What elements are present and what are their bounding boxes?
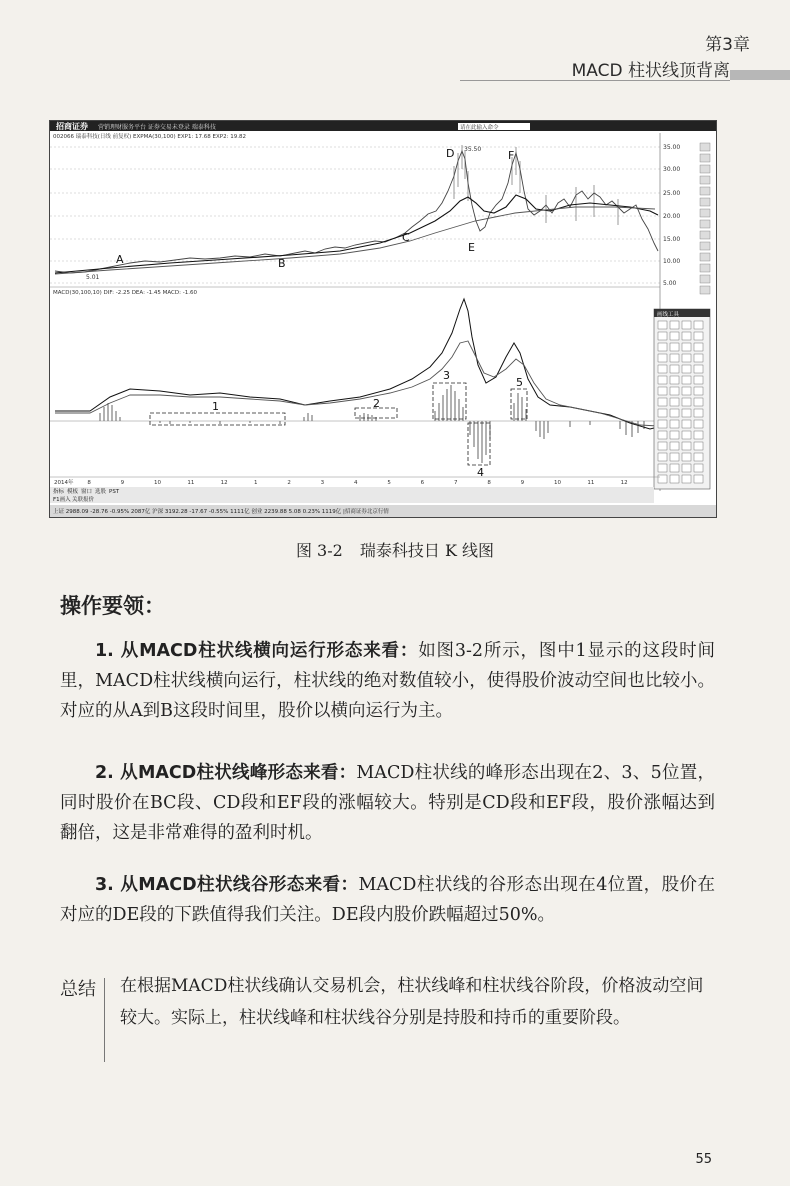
drawing-tool-icon[interactable] [658, 321, 667, 329]
drawing-tool-icon[interactable] [682, 420, 691, 428]
month-label: 5 [387, 480, 391, 486]
svg-text:20.00: 20.00 [663, 213, 681, 220]
figure-title: 瑞泰科技日 K 线图 [359, 541, 495, 560]
candle-wicks [454, 145, 618, 225]
drawing-tool-icon[interactable] [670, 321, 679, 329]
svg-text:指标: 指标 [53, 489, 65, 495]
drawing-tool-icon[interactable] [682, 343, 691, 351]
drawing-tool-icon[interactable] [658, 332, 667, 340]
summary-label: 总结 [60, 979, 96, 1000]
drawing-tool-icon[interactable] [682, 453, 691, 461]
svg-text:35.00: 35.00 [663, 144, 681, 151]
month-label: 2 [287, 480, 291, 486]
side-toolbar [700, 143, 710, 294]
price-axis-labels [663, 144, 680, 287]
svg-text:F: F [508, 149, 515, 162]
drawing-tool-icon[interactable] [682, 442, 691, 450]
svg-text:E: E [468, 241, 475, 254]
summary-divider [104, 978, 105, 1062]
svg-text:B: B [278, 257, 286, 270]
svg-text:F1画入: F1画入 [53, 497, 71, 503]
drawing-tool-icon[interactable] [682, 365, 691, 373]
drawing-tool-icon[interactable] [658, 453, 667, 461]
price-candles [55, 151, 658, 273]
drawing-tool-icon[interactable] [682, 321, 691, 329]
drawing-tool-icon[interactable] [694, 409, 703, 417]
drawing-tool-icon[interactable] [694, 398, 703, 406]
drawing-tool-icon[interactable] [694, 475, 703, 483]
paragraph-2-lead: 2. 从MACD柱状线峰形态来看： [95, 763, 357, 783]
paragraph-1-body: 如图3-2所示，图中1显示的这段时间里，MACD柱状线横向运行，柱状线的绝对数值较小，使得股价波动空间也比较小。对应的从A到B这段时间里，股价以横向运行为主。 [60, 641, 715, 721]
drawing-tool-icon[interactable] [682, 409, 691, 417]
paragraph-1-lead: 1. 从MACD柱状线横向运行形态来看： [95, 641, 419, 661]
month-label: 11 [587, 480, 595, 486]
svg-text:2: 2 [373, 397, 380, 410]
svg-text:25.00: 25.00 [663, 190, 681, 197]
drawing-tool-icon[interactable] [658, 409, 667, 417]
drawing-tool-icon[interactable] [670, 343, 679, 351]
drawing-tool-icon[interactable] [694, 464, 703, 472]
svg-text:5.00: 5.00 [663, 280, 677, 287]
drawing-tool-icon[interactable] [658, 431, 667, 439]
svg-text:A: A [116, 253, 124, 266]
month-label: 10 [154, 480, 161, 486]
price-gridlines [50, 147, 660, 283]
drawing-tool-icon[interactable] [658, 365, 667, 373]
drawing-tool-icon[interactable] [694, 387, 703, 395]
drawing-tool-icon[interactable] [682, 464, 691, 472]
month-label: 8 [87, 480, 91, 486]
header-rule [460, 80, 730, 81]
brand-name: 招商证券 [56, 122, 88, 131]
drawing-tool-icon[interactable] [694, 321, 703, 329]
titlebar-menu: 营销理财服务平台 证券交易未登录 瑞泰科技 [98, 124, 216, 131]
status-bar-text: 上证 2988.09 -28.76 -0.95% 2087亿 沪深 3192.28 -17.67 -0.55% 1111亿 创业 2239.88 5.08 0.23% 1119亿 |招商证券北京行情 [53, 509, 389, 515]
drawing-tool-icon[interactable] [670, 365, 679, 373]
paragraph-3-lead: 3. 从MACD柱状线谷形态来看： [95, 875, 359, 895]
drawing-tool-icon[interactable] [682, 332, 691, 340]
drawing-tool-icon[interactable] [694, 420, 703, 428]
svg-text:窗口: 窗口 [81, 489, 93, 495]
drawing-tool-icon[interactable] [694, 332, 703, 340]
paragraph-3-body: MACD柱状线的谷形态出现在4位置，股价在对应的DE段的下跌值得我们关注。DE段内股价跌幅超过50%。 [60, 875, 715, 925]
drawing-tool-icon[interactable] [658, 387, 667, 395]
figure-number: 图 3-2 [295, 541, 343, 560]
paragraph-3 [60, 870, 715, 930]
drawing-tool-icon[interactable] [670, 464, 679, 472]
drawing-tool-icon[interactable] [694, 431, 703, 439]
month-label: 12 [220, 480, 228, 486]
month-axis-labels [54, 478, 628, 486]
section-title: 操作要领： [60, 594, 165, 618]
drawing-tool-icon[interactable] [658, 475, 667, 483]
drawing-tool-icon[interactable] [682, 398, 691, 406]
expma-line-2 [55, 207, 655, 274]
drawing-tool-icon[interactable] [670, 354, 679, 362]
point-labels [116, 147, 514, 270]
svg-text:选股: 选股 [95, 489, 107, 495]
svg-text:关联报价: 关联报价 [72, 497, 95, 503]
drawing-tool-icon[interactable] [658, 442, 667, 450]
svg-text:C: C [402, 231, 410, 244]
drawing-tool-icon[interactable] [682, 475, 691, 483]
command-input-text: 请在此输入命令 [460, 125, 499, 131]
month-label: 6 [420, 480, 425, 486]
drawing-tool-icon[interactable] [694, 442, 703, 450]
chapter-title: MACD 柱状线顶背离 [571, 61, 730, 81]
month-label: 9 [520, 480, 525, 486]
drawing-tool-icon[interactable] [694, 354, 703, 362]
drawing-tool-icon[interactable] [670, 376, 679, 384]
drawing-tool-icon[interactable] [682, 431, 691, 439]
drawing-tool-icon[interactable] [694, 365, 703, 373]
page-number: 55 [695, 1152, 712, 1167]
month-label: 3 [320, 480, 325, 486]
zone-labels [212, 369, 523, 479]
drawing-tool-icon[interactable] [658, 464, 667, 472]
paragraph-2 [60, 758, 715, 848]
svg-text:30.00: 30.00 [663, 166, 681, 173]
toolbox-title: 画线工具 [657, 312, 680, 318]
chapter-number: 第3章 [705, 35, 750, 55]
drawing-tool-icon[interactable] [658, 398, 667, 406]
svg-text:15.00: 15.00 [663, 236, 681, 243]
drawing-tool-icon[interactable] [694, 376, 703, 384]
summary-text: 在根据MACD柱状线确认交易机会，柱状线峰和柱状线谷阶段，价格波动空间较大。实际上，柱状线峰和柱状线谷分别是持股和持币的重要阶段。 [120, 976, 704, 1028]
svg-text:模板: 模板 [67, 489, 79, 495]
drawing-tool-icon[interactable] [670, 442, 679, 450]
drawing-tool-icon[interactable] [670, 420, 679, 428]
month-label: 8 [487, 480, 491, 486]
paragraph-1 [60, 636, 715, 726]
drawing-tool-icon[interactable] [658, 376, 667, 384]
peak-price-label: 35.50 [464, 146, 482, 153]
low-price-label: 5.01 [86, 274, 100, 281]
macd-info: MACD(30,100,10) DIF: -2.25 DEA: -1.45 MACD: -1.60 [53, 290, 197, 296]
dea-line [55, 341, 658, 426]
month-label: 9 [120, 480, 125, 486]
drawing-tool-icon[interactable] [670, 453, 679, 461]
drawing-tool-icon[interactable] [670, 475, 679, 483]
month-label: 7 [454, 480, 458, 486]
drawing-tool-icon[interactable] [670, 431, 679, 439]
svg-text:5: 5 [516, 376, 523, 389]
svg-text:1: 1 [212, 400, 219, 413]
svg-text:D: D [446, 147, 455, 160]
svg-text:4: 4 [477, 466, 484, 479]
month-label: 10 [554, 480, 561, 486]
drawing-tool-icon[interactable] [658, 343, 667, 351]
figure-caption [0, 538, 790, 561]
drawing-tool-icon[interactable] [682, 387, 691, 395]
svg-text:3: 3 [443, 369, 450, 382]
drawing-tool-icon[interactable] [670, 409, 679, 417]
drawing-tool-icon[interactable] [670, 387, 679, 395]
drawing-tool-icon[interactable] [658, 420, 667, 428]
drawing-tool-icon[interactable] [682, 376, 691, 384]
month-label: 1 [254, 480, 258, 486]
drawing-tool-icon[interactable] [658, 354, 667, 362]
drawing-tool-icon[interactable] [694, 343, 703, 351]
month-label: 4 [354, 480, 358, 486]
drawing-tool-icon[interactable] [694, 453, 703, 461]
stock-chart-screenshot [49, 120, 717, 518]
drawing-tool-icon[interactable] [682, 354, 691, 362]
header-bar [730, 70, 790, 80]
month-label: 12 [620, 480, 628, 486]
drawing-tool-icon[interactable] [670, 332, 679, 340]
svg-text:10.00: 10.00 [663, 258, 681, 265]
drawing-tool-icon[interactable] [670, 398, 679, 406]
paragraph-2-body: MACD柱状线的峰形态出现在2、3、5位置，同时股价在BC段、CD段和EF段的涨幅较大。特别是CD段和EF段，股价涨幅达到翻倍，这是非常难得的盈利时机。 [60, 763, 715, 843]
svg-text:PST: PST [109, 489, 120, 495]
month-label: 2014年 [54, 480, 74, 486]
indicator-info: 002066 瑞泰科技(日线 前复权) EXPMA(30,100) EXP1: 17.68 EXP2: 19.82 [53, 134, 246, 140]
dif-line [55, 299, 658, 429]
month-label: 11 [187, 480, 195, 486]
tab-strip [50, 487, 654, 503]
